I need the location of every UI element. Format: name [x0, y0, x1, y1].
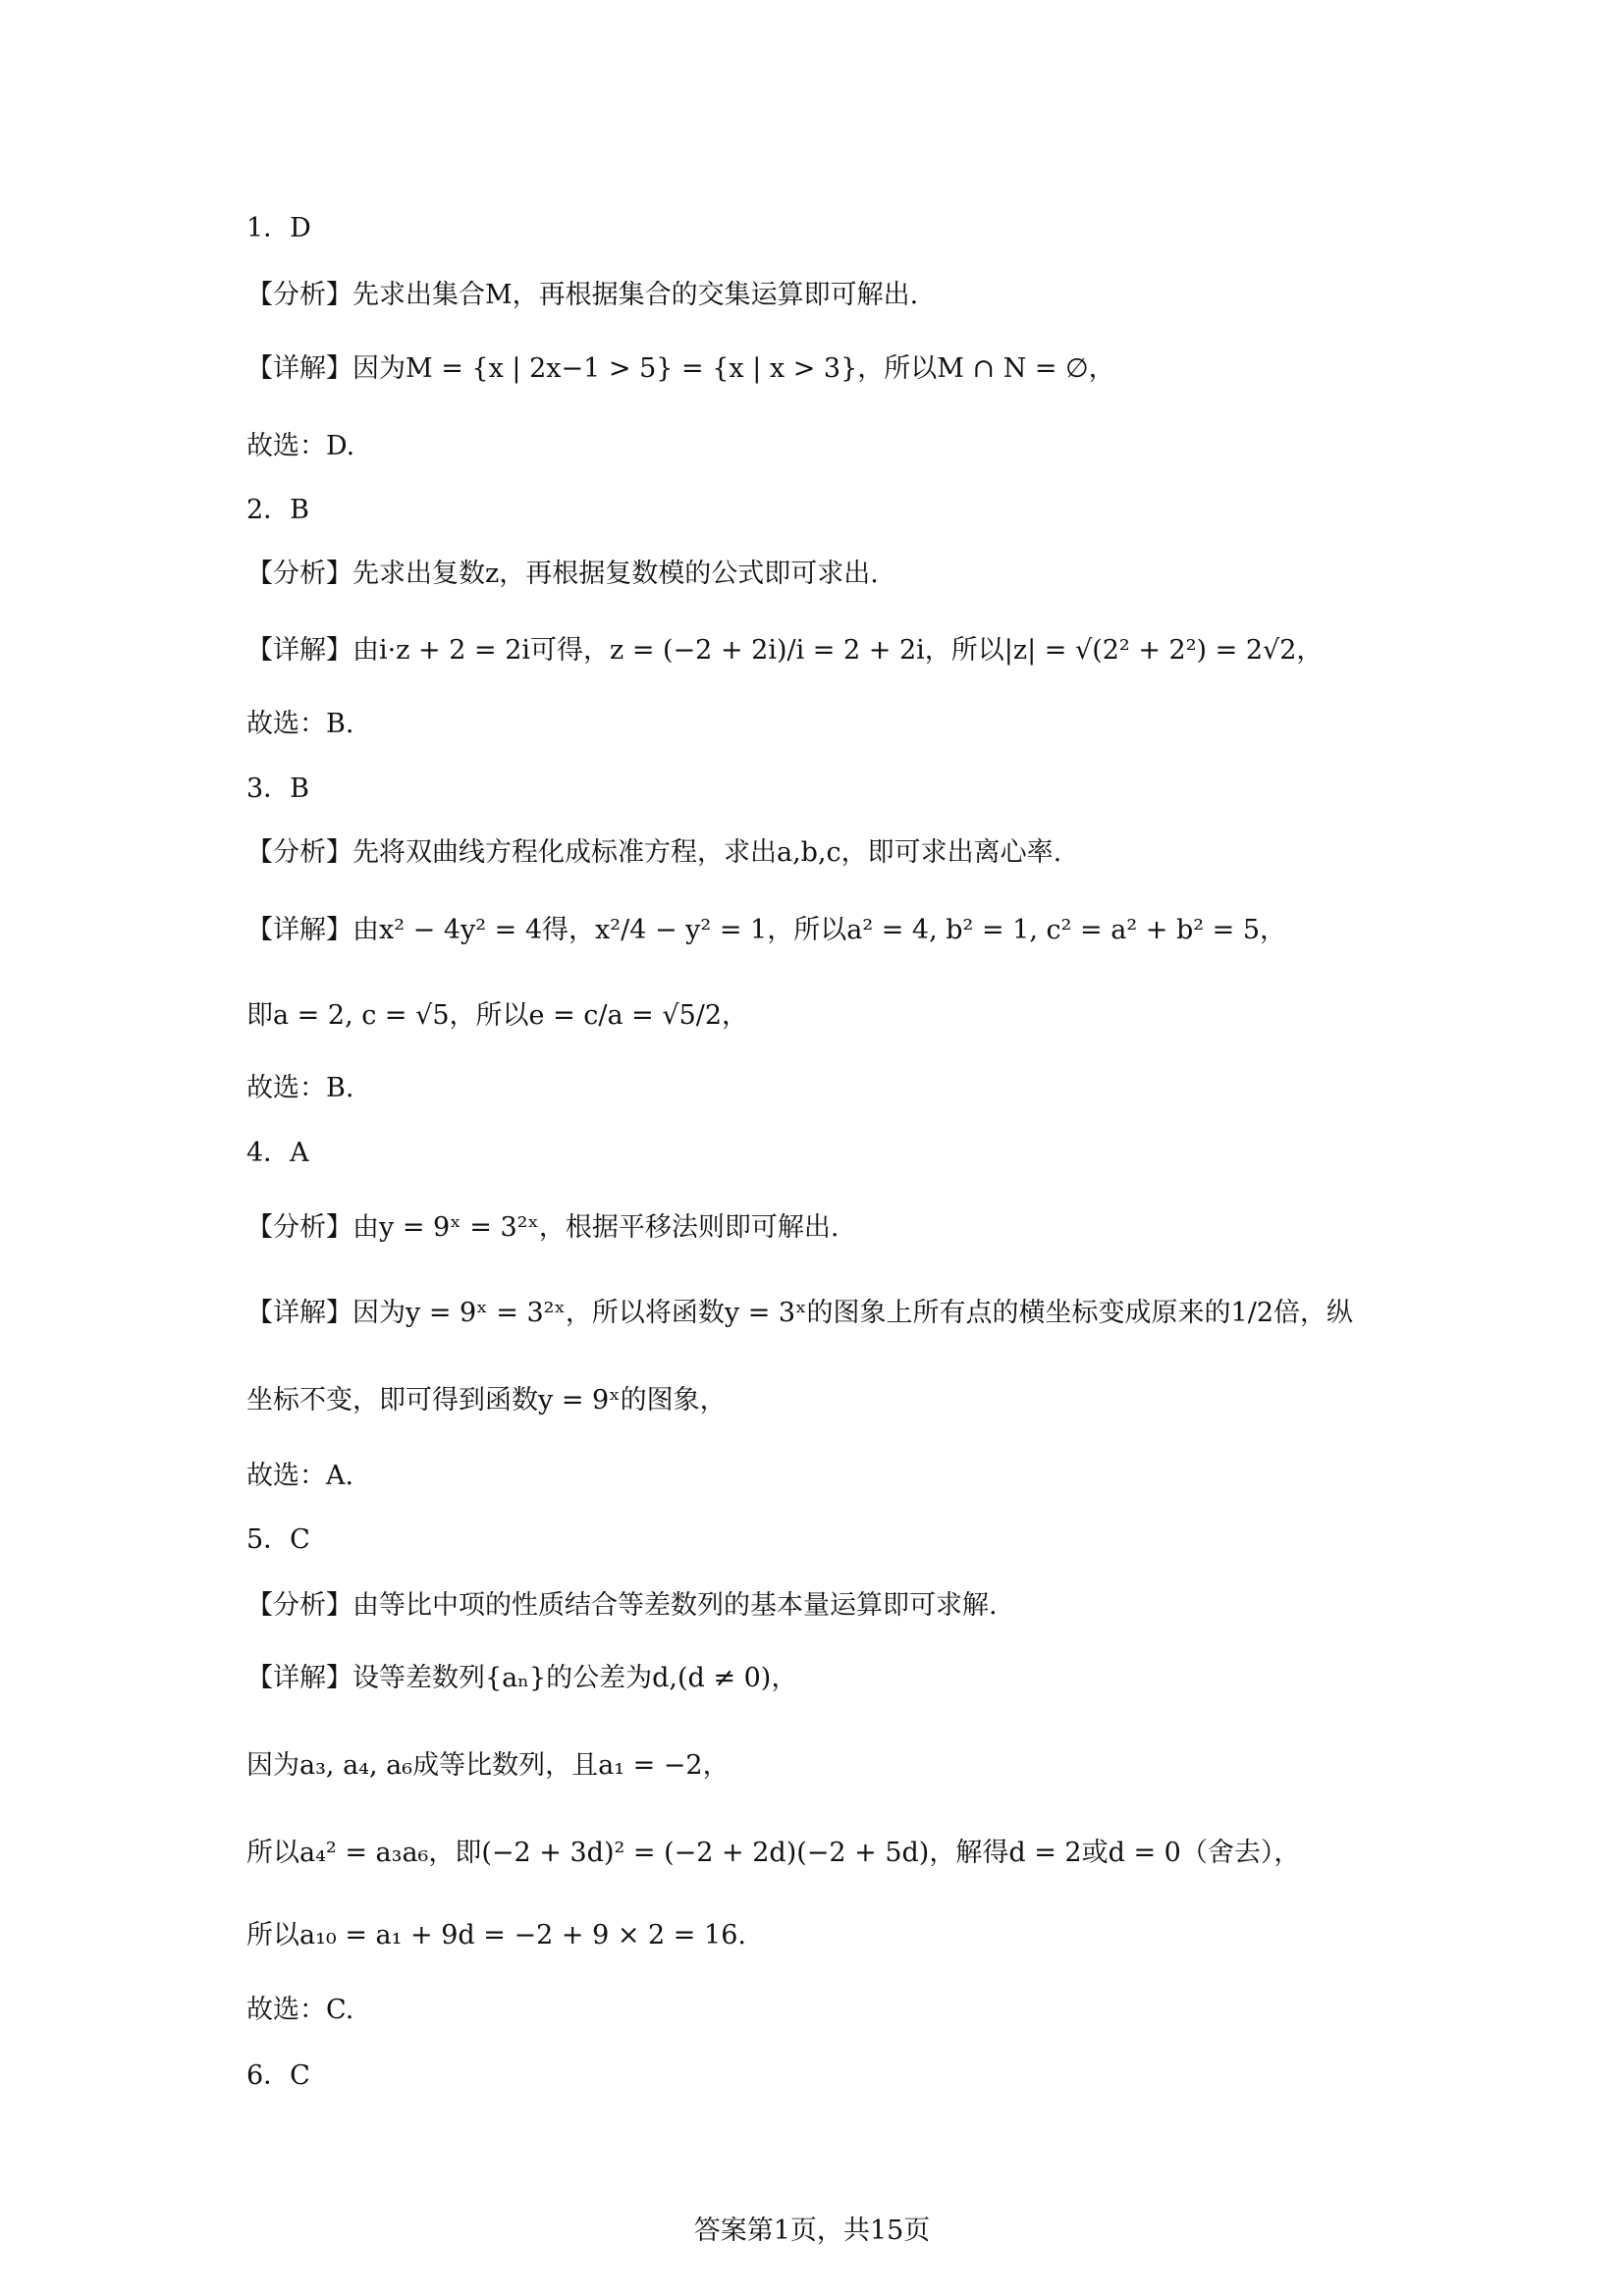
question-5-answer: 5．C	[246, 1524, 310, 1555]
question-5-detail-cont-2: 所以a₄² = a₃a₆，即(−2 + 3d)² = (−2 + 2d)(−2 + 5d)，解得d = 2或d = 0（舍去），	[246, 1838, 1301, 1868]
question-5-choice: 故选：C.	[246, 1995, 354, 2025]
question-1-detail: 【详解】因为M = {x | 2x−1 > 5} = {x | x > 3}，所以M ∩ N = ∅，	[246, 353, 1115, 384]
question-3-detail-cont: 即a = 2, c = √5，所以e = c/a = √5/2，	[246, 1000, 749, 1031]
question-4-detail-cont: 坐标不变，即可得到函数y = 9ˣ的图象，	[246, 1385, 727, 1415]
question-3-choice: 故选：B.	[246, 1073, 354, 1103]
question-5-detail-cont-1: 因为a₃, a₄, a₆成等比数列，且a₁ = −2，	[246, 1750, 730, 1781]
question-5-detail: 【详解】设等差数列{aₙ}的公差为d,(d ≠ 0)，	[246, 1663, 798, 1693]
question-5-analysis: 【分析】由等比中项的性质结合等差数列的基本量运算即可求解.	[246, 1590, 998, 1621]
question-1-analysis: 【分析】先求出集合M，再根据集合的交集运算即可解出.	[246, 280, 919, 310]
question-3-answer: 3．B	[246, 774, 310, 804]
question-6-answer: 6．C	[246, 2060, 310, 2091]
question-2-answer: 2．B	[246, 495, 310, 525]
question-2-analysis: 【分析】先求出复数z，再根据复数模的公式即可求出.	[246, 559, 879, 589]
question-5-detail-cont-3: 所以a₁₀ = a₁ + 9d = −2 + 9 × 2 = 16.	[246, 1920, 746, 1950]
question-1-answer: 1．D	[246, 213, 311, 243]
question-4-analysis: 【分析】由y = 9ˣ = 3²ˣ，根据平移法则即可解出.	[246, 1212, 839, 1243]
question-4-answer: 4．A	[246, 1138, 309, 1168]
question-4-detail: 【详解】因为y = 9ˣ = 3²ˣ，所以将函数y = 3ˣ的图象上所有点的横坐标变成原来的1/2倍，纵	[246, 1298, 1354, 1328]
question-3-detail: 【详解】由x² − 4y² = 4得，x²/4 − y² = 1，所以a² = 4, b² = 1, c² = a² + b² = 5，	[246, 915, 1287, 945]
question-3-analysis: 【分析】先将双曲线方程化成标准方程，求出a,b,c，即可求出离心率.	[246, 837, 1062, 868]
question-2-choice: 故选：B.	[246, 709, 354, 739]
question-2-detail: 【详解】由i·z + 2 = 2i可得，z = (−2 + 2i)/i = 2 + 2i，所以|z| = √(2² + 2²) = 2√2，	[246, 635, 1324, 666]
question-4-choice: 故选：A.	[246, 1461, 354, 1491]
page-footer: 答案第1页，共15页	[693, 2216, 931, 2246]
question-1-choice: 故选：D.	[246, 431, 355, 461]
